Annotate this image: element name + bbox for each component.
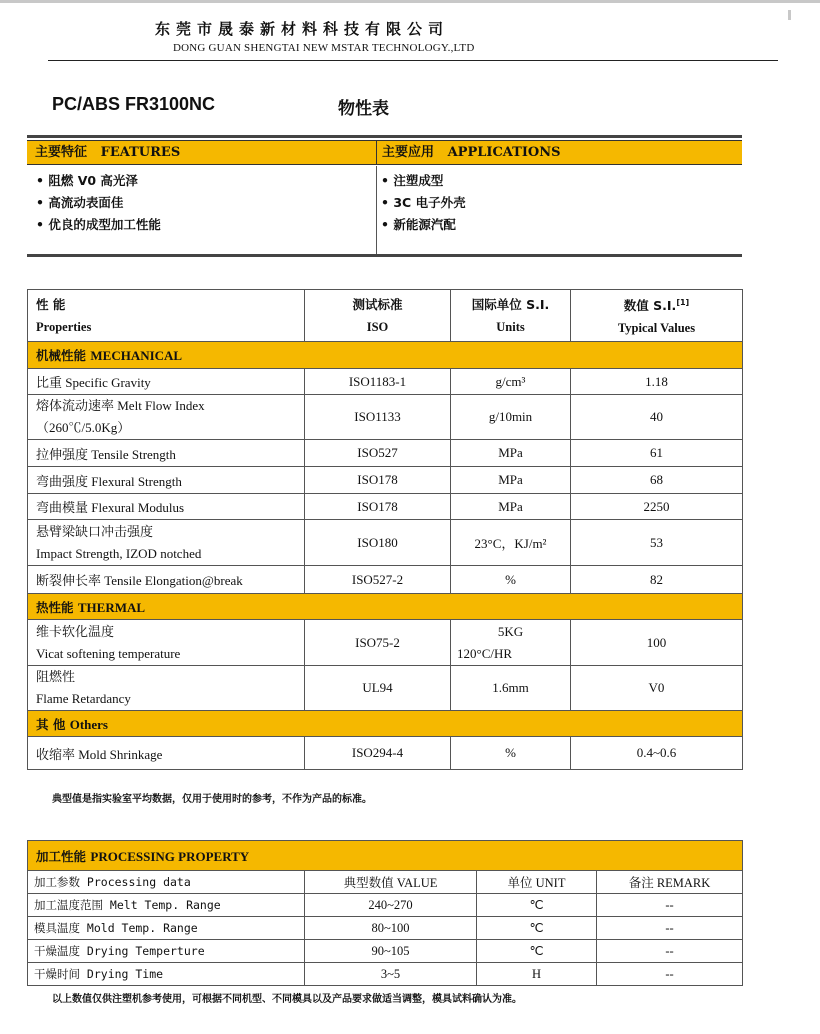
features-label-en: FEATURES — [100, 145, 181, 160]
application-item: • 新能源汽配 — [381, 217, 456, 232]
properties-header-row — [28, 290, 743, 342]
table-row: 阻燃性 Flame Retardancy UL94 1.6mm V0 — [28, 666, 743, 711]
typical-value-note: 典型值是指实验室平均数据，仅用于使用时的参考，不作为产品的标准。 — [52, 794, 372, 805]
features-column-divider — [376, 166, 377, 254]
section-others: 其 他 Others — [28, 711, 743, 737]
company-name-en: DONG GUAN SHENGTAI NEW MSTAR TECHNOLOGY.,LTD — [173, 42, 475, 54]
table-row: 加工温度范围 Melt Temp. Range 240~270 ℃ -- — [28, 894, 743, 917]
features-top-rule — [27, 135, 742, 138]
section-thermal: 热性能 THERMAL — [28, 594, 743, 620]
table-row: 熔体流动速率 Melt Flow Index （260℃/5.0Kg） ISO1133 g/10min 40 — [28, 395, 743, 440]
applications-label-en: APPLICATIONS — [447, 145, 561, 160]
processing-note: 以上数值仅供注塑机参考使用，可根据不同机型、不同模具以及产品要求做适当调整，模具试料确认为准。 — [52, 994, 522, 1005]
applications-list — [381, 171, 466, 237]
top-border-tick — [788, 10, 791, 20]
application-item: • 3C 电子外壳 — [381, 195, 466, 210]
table-row: 模具温度 Mold Temp. Range 80~100 ℃ -- — [28, 917, 743, 940]
table-row: 拉伸强度 Tensile Strength ISO527 MPa 61 — [28, 440, 743, 467]
features-bottom-rule — [27, 254, 742, 257]
features-label-cn: 主要特征 — [35, 145, 88, 160]
feature-item: • 高流动表面佳 — [36, 195, 124, 210]
table-row: 比重 Specific Gravity ISO1183-1 g/cm³ 1.18 — [28, 369, 743, 395]
header-divider — [48, 60, 778, 61]
col-header-unit: 国际单位 S.I. Units — [451, 290, 571, 342]
feature-item: • 优良的成型加工性能 — [36, 217, 161, 232]
top-border — [0, 0, 820, 3]
document-type-title: 物性表 — [338, 99, 389, 119]
table-row: 弯曲模量 Flexural Modulus ISO178 MPa 2250 — [28, 494, 743, 520]
section-mechanical: 机械性能 MECHANICAL — [28, 342, 743, 369]
applications-heading — [382, 141, 561, 164]
features-heading — [35, 141, 180, 164]
application-item: • 注塑成型 — [381, 173, 444, 188]
product-title: PC/ABS FR3100NC — [52, 94, 216, 114]
properties-table — [27, 289, 743, 770]
table-row: 断裂伸长率 Tensile Elongation@break ISO527-2 % 82 — [28, 566, 743, 594]
col-header-value: 数值 S.I.[1] Typical Values — [571, 290, 743, 342]
processing-table — [27, 840, 743, 986]
col-header-property: 性 能 Properties — [28, 290, 305, 342]
features-header-divider — [376, 141, 377, 164]
table-row: 悬臂梁缺口冲击强度 Impact Strength, IZOD notched ISO180 23°C，KJ/m² 53 — [28, 520, 743, 566]
table-row: 维卡软化温度 Vicat softening temperature ISO75-2 5KG 120°C/HR 100 — [28, 620, 743, 666]
table-row: 收缩率 Mold Shrinkage ISO294-4 % 0.4~0.6 — [28, 737, 743, 770]
table-row: 弯曲强度 Flexural Strength ISO178 MPa 68 — [28, 467, 743, 494]
feature-item: • 阻燃 V0 高光泽 — [36, 173, 138, 188]
section-processing: 加工性能 PROCESSING PROPERTY — [28, 841, 743, 871]
table-row: 干燥温度 Drying Temperture 90~105 ℃ -- — [28, 940, 743, 963]
table-row: 干燥时间 Drying Time 3~5 H -- — [28, 963, 743, 986]
features-list — [36, 171, 161, 237]
applications-label-cn: 主要应用 — [382, 145, 435, 160]
features-header-bar — [27, 140, 742, 165]
company-name-cn: 东莞市晟泰新材料科技有限公司 — [155, 20, 450, 38]
col-header-standard: 测试标准 ISO — [305, 290, 451, 342]
processing-header-row: 加工参数 Processing data 典型数值 VALUE 单位 UNIT 备注 REMARK — [28, 871, 743, 894]
